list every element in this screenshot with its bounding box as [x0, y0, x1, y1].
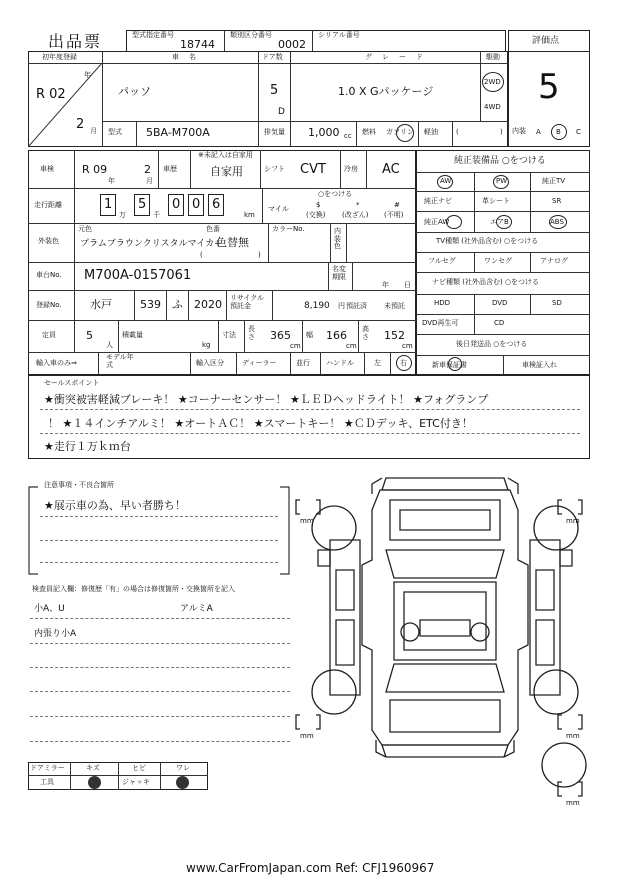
length-value: 365 [270, 329, 291, 342]
jack-stamp [176, 776, 189, 789]
oem-sr: SR [552, 197, 562, 205]
recycle-label: リサイクル預託金 [230, 294, 265, 311]
oem-airbag: エアB [490, 218, 509, 226]
tv-label: TV種類 (社外品含む) ○をつける [436, 237, 539, 245]
color-repaint: 色替無 [216, 236, 249, 249]
interior-label: 内装 [512, 127, 526, 135]
category-no-value: 0002 [278, 38, 306, 51]
color-label: 外装色 [38, 237, 59, 245]
notes-label: 注意事項・不良合箇所 [44, 481, 114, 489]
fuel-selected-circle [396, 124, 414, 142]
interior-color-label: 内装色 [334, 227, 341, 251]
usage-value: 自家用 [210, 165, 243, 178]
inspection-month: 2 [144, 163, 151, 176]
handle-label: ハンドル [326, 359, 354, 367]
height-label: 高さ [362, 325, 369, 341]
first-reg-month-suffix: 月 [90, 127, 97, 135]
mileage-digit-2: 5 [138, 197, 147, 212]
score-value: 5 [538, 67, 560, 107]
first-reg-year-suffix: 年 [84, 71, 91, 79]
tv-analog: アナログ [540, 257, 568, 265]
oem-alloy-circle [446, 215, 462, 229]
fuel-label: 燃料 [362, 128, 376, 136]
shift-value: CVT [300, 162, 326, 177]
model-year-label: モデル年式 [106, 353, 134, 369]
name-change-label: 名変期限 [332, 265, 346, 281]
parts-header: キズ [86, 764, 100, 772]
sales-points-label: セールスポイント [44, 379, 100, 387]
tool-stamp [88, 776, 101, 789]
mm-label: mm [300, 732, 314, 740]
oem-abs-circle [549, 215, 567, 229]
drive-label: 駆動 [486, 53, 500, 61]
navi-hdd: HDD [434, 299, 451, 307]
type-no-label: 型式指定番号 [132, 31, 174, 39]
mileage-unit: km [244, 211, 255, 219]
parts-header: ドアミラー [30, 764, 65, 772]
sales-point-line: ★走行１万ｋｍ台 [44, 440, 131, 453]
inspector-note-c: 内張り小A [34, 629, 77, 639]
height-unit: cm [402, 342, 413, 350]
doc-title: 出品票 [48, 32, 103, 51]
oem-airbag-circle [496, 215, 512, 229]
first-reg-diagonal [28, 63, 103, 148]
doors-label: ドア数 [262, 53, 283, 61]
displacement-value: 1,000 [308, 126, 340, 139]
recycle-amount: 8,190 [304, 301, 330, 311]
mileage-digit-4: 0 [192, 197, 201, 212]
inspection-year-suffix: 年 [108, 177, 115, 185]
parts-header: ワレ [176, 764, 190, 772]
drive-4wd: 4WD [484, 103, 501, 111]
oem-abs: ABS [550, 218, 564, 226]
interior-c: C [576, 128, 581, 136]
oem-tv: 純正TV [542, 177, 566, 185]
handle-selected-circle [396, 355, 412, 371]
later-manual-circle [448, 357, 462, 371]
car-name-label: 車名 [172, 53, 206, 61]
navi-cd: CD [494, 319, 505, 327]
later-manual: 新車保証書 [432, 361, 467, 369]
interior-selected-circle [551, 124, 567, 140]
serial-label: シリアル番号 [318, 31, 360, 39]
type-no-value: 18744 [180, 38, 215, 51]
oem-pw: PW [496, 177, 508, 185]
mileage-digit-3: 0 [172, 197, 181, 212]
inspection-label: 車検 [40, 165, 54, 173]
mileage-digit-5: 6 [212, 197, 221, 212]
mileage-tamper: (改ざん) [342, 211, 369, 219]
import-parallel: 並行 [296, 359, 310, 367]
first-reg-month: 2 [76, 117, 85, 132]
import-category-label: 輸入区分 [196, 359, 224, 367]
interior-b: B [556, 128, 561, 136]
mm-label: mm [566, 732, 580, 740]
fuel-gasoline: ガソリン [386, 128, 414, 136]
sales-point-line: ★衝突被害軽減ブレーキ！ ★コーナーセンサー！ ★ＬＥＤヘッドライト！ ★フォグランプ [44, 393, 489, 406]
navi-label: ナビ種類 (社外品含む) ○をつける [432, 278, 540, 286]
oem-navi: 純正ナビ [424, 197, 452, 205]
later-record: 車検証入れ [522, 361, 557, 369]
name-change-day: 日 [404, 281, 411, 289]
navi-dvd: DVD [492, 299, 508, 307]
notes-line: ★展示車の為、早い者勝ち！ [44, 499, 186, 512]
tv-fullseg: フルセグ [428, 257, 456, 265]
name-change-year: 年 [382, 281, 389, 289]
import-only-label: 輸入車のみ⇒ [36, 359, 77, 367]
inspection-era: R 09 [82, 163, 108, 176]
width-value: 166 [326, 329, 347, 342]
handle-left: 左 [374, 359, 381, 367]
first-reg-label: 初年度登録 [42, 53, 77, 61]
oem-aw: AW [440, 177, 452, 185]
usage-note: ※未記入は自家用 [198, 151, 253, 159]
later-label: 後日発送品 ○をつける [456, 340, 528, 348]
chassis-value: M700A-0157061 [84, 268, 192, 283]
load-unit: kg [202, 341, 211, 349]
recycle-status: 預託済 [346, 302, 367, 310]
shift-label: シフト [264, 165, 285, 173]
width-unit: cm [346, 342, 357, 350]
height-value: 152 [384, 329, 405, 342]
mileage-mile: マイル [268, 205, 289, 213]
oem-leather: 革シート [482, 197, 510, 205]
category-no-label: 類別区分番号 [230, 31, 272, 39]
grade-value: 1.0 X Gパッケージ [338, 85, 434, 98]
oem-label: 純正装備品 ○をつける [454, 156, 546, 166]
interior-a: A [536, 128, 541, 136]
capacity-unit: 人 [106, 341, 113, 349]
sales-point-line: ！ ★１４インチアルミ！ ★オートＡＣ！ ★スマートキー！ ★ＣＤデッキ、ETC付き！ [48, 417, 473, 430]
length-label: 長さ [248, 325, 255, 341]
first-reg-era: R 02 [36, 87, 66, 102]
score-label: 評価点 [532, 36, 560, 46]
oem-pw-circle [493, 175, 509, 189]
navi-dvd-play: DVD再生可 [422, 319, 459, 327]
handle-right: 右 [400, 359, 407, 367]
parts-cell: 工具 [40, 778, 54, 786]
recycle-unpaid: 未預託 [384, 302, 405, 310]
inspector-note-a: 小A、U [34, 604, 65, 614]
ac-value: AC [382, 162, 400, 177]
grade-label: グレード [365, 53, 433, 61]
registration-class: 539 [140, 298, 161, 311]
mileage-circle-note: ○をつける [318, 190, 353, 198]
oem-aw-circle [437, 175, 453, 189]
mileage-unknown-sym: # [394, 201, 400, 209]
mileage-man: 万 [119, 211, 126, 219]
color-no-box-label: カラーNo. [272, 225, 305, 233]
displacement-label: 排気量 [264, 128, 285, 136]
mm-label: mm [300, 517, 314, 525]
door-type: D [278, 107, 285, 117]
width-label: 幅 [306, 331, 313, 339]
color-paren-close: ) [258, 251, 261, 259]
registration-label: 登録No. [36, 301, 62, 309]
capacity-value: 5 [86, 329, 93, 342]
registration-region: 水戸 [90, 298, 112, 311]
load-label: 積載量 [122, 331, 143, 339]
drive-2wd: 2WD [484, 78, 501, 86]
length-unit: cm [290, 342, 301, 350]
oem-alloy: 純正AW [424, 218, 450, 226]
navi-sd: SD [552, 299, 562, 307]
mileage-sen: 千 [153, 211, 160, 219]
registration-kana: ふ [172, 298, 183, 311]
color-orig: プラムブラウンクリスタルマイカ+ [80, 239, 222, 249]
car-name: パッソ [118, 85, 151, 98]
capacity-label: 定員 [42, 331, 56, 339]
recycle-unit: 円 [338, 302, 345, 310]
model-label: 型式 [108, 128, 122, 136]
inspector-note-b: アルミA [180, 604, 213, 614]
mm-label: mm [566, 517, 580, 525]
displacement-unit: cc [344, 132, 352, 140]
model-value: 5BA-M700A [146, 126, 210, 139]
inspection-month-suffix: 月 [146, 177, 153, 185]
mileage-unknown: (不明) [384, 211, 404, 219]
mileage-digit-1: 1 [104, 197, 113, 212]
parts-header: ヒビ [132, 764, 146, 772]
mileage-exchange-sym: $ [316, 201, 321, 209]
chassis-label: 車台No. [36, 271, 62, 279]
mm-label: mm [566, 799, 580, 807]
footer-watermark: www.CarFromJapan.com Ref: CFJ1960967 [186, 861, 435, 875]
mileage-tamper-sym: * [356, 201, 360, 209]
inspector-label: 検査員記入欄：修復歴「有」の場合は修復箇所・交換箇所を記入 [32, 585, 235, 593]
import-dealer: ディーラー [242, 359, 277, 367]
parts-cell: ジャッキ [122, 778, 150, 786]
tv-oneseg: ワンセグ [484, 257, 512, 265]
fuel-diesel: 軽油 [424, 128, 438, 136]
doors-value: 5 [270, 83, 279, 98]
mileage-exchange: (交換) [306, 211, 326, 219]
mileage-label: 走行距離 [34, 201, 62, 209]
color-no-label: 色番 [206, 225, 220, 233]
car-damage-diagram [290, 470, 600, 820]
color-paren-open: ( [200, 251, 203, 259]
usage-label: 車歴 [163, 165, 177, 173]
registration-number: 2020 [194, 298, 222, 311]
ac-label: 冷房 [344, 165, 358, 173]
color-orig-label: 元色 [78, 225, 92, 233]
dims-label: 寸法 [222, 331, 236, 339]
